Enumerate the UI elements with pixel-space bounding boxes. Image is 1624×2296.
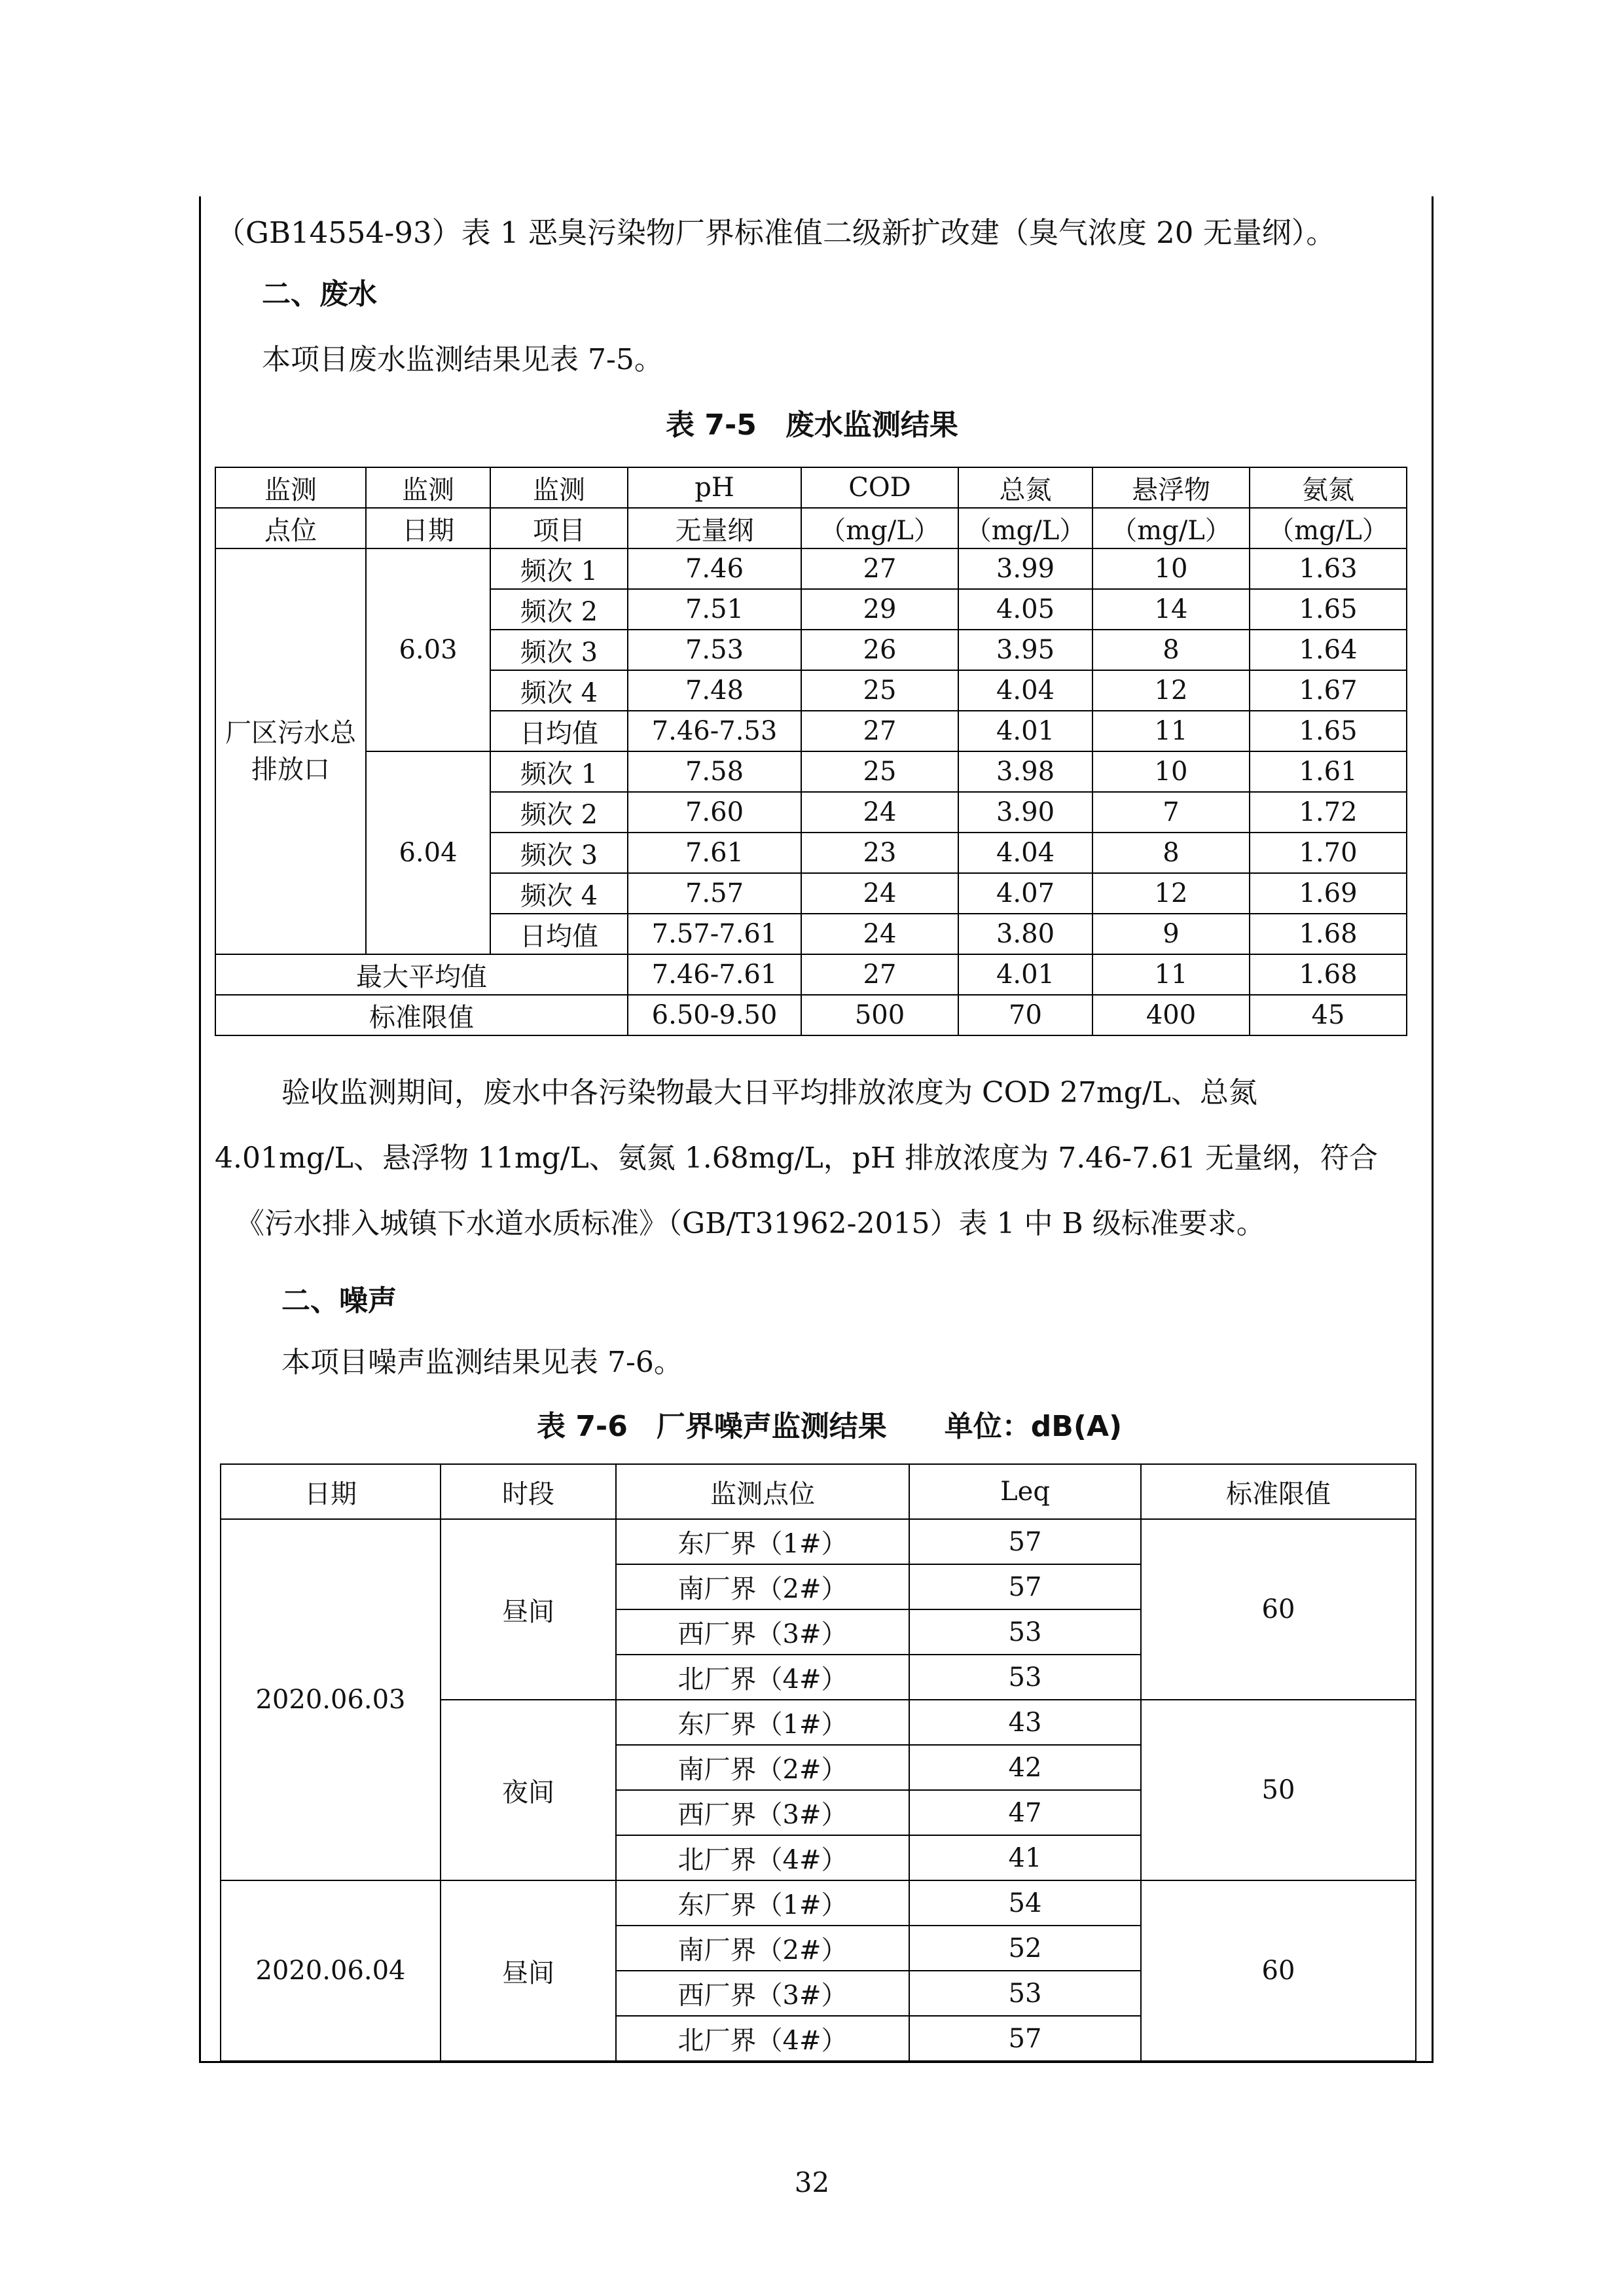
table-7-6-caption: 表 7-6 厂界噪声监测结果 单位：dB(A) — [537, 1410, 1123, 1443]
data-cell: 3.99 — [958, 548, 1092, 589]
header-cell: 监测点位 — [616, 1464, 909, 1519]
header-cell: 时段 — [441, 1464, 616, 1519]
leq-cell: 57 — [909, 2016, 1141, 2061]
point-cell: 北厂界（4#） — [616, 2016, 909, 2061]
point-cell: 西厂界（3#） — [616, 1609, 909, 1655]
data-cell: 8 — [1092, 833, 1250, 873]
data-cell: 27 — [801, 548, 958, 589]
date-cell: 2020.06.04 — [221, 1880, 441, 2061]
data-cell: 14 — [1092, 589, 1250, 630]
data-cell: 4.04 — [958, 670, 1092, 711]
data-cell: 4.05 — [958, 589, 1092, 630]
data-cell: 1.69 — [1250, 873, 1407, 914]
point-cell: 西厂界（3#） — [616, 1971, 909, 2016]
summary-cell: 6.50-9.50 — [628, 995, 801, 1035]
header-cell: （mg/L） — [1092, 508, 1250, 548]
data-cell: 1.63 — [1250, 548, 1407, 589]
data-cell: 25 — [801, 670, 958, 711]
leq-cell: 52 — [909, 1926, 1141, 1971]
table-row — [221, 1880, 1416, 1926]
data-cell: 7.58 — [628, 751, 801, 792]
noise-table — [220, 1463, 1416, 2062]
data-cell: 1.61 — [1250, 751, 1407, 792]
header-cell: 项目 — [490, 508, 628, 548]
date-cell: 6.03 — [366, 548, 490, 751]
leq-cell: 53 — [909, 1971, 1141, 2016]
leq-cell: 54 — [909, 1880, 1141, 1926]
point-cell: 东厂界（1#） — [616, 1880, 909, 1926]
data-cell: 7.48 — [628, 670, 801, 711]
data-cell: 7 — [1092, 792, 1250, 833]
data-cell: 1.68 — [1250, 914, 1407, 954]
data-cell: 7.51 — [628, 589, 801, 630]
data-cell: 11 — [1092, 711, 1250, 751]
header-cell: Leq — [909, 1464, 1141, 1519]
page-number: 32 — [794, 2166, 830, 2198]
period-cell: 昼间 — [441, 1519, 616, 1700]
summary-label: 最大平均值 — [215, 954, 628, 995]
data-cell: 7.61 — [628, 833, 801, 873]
table-row — [215, 548, 1407, 589]
data-cell: 1.65 — [1250, 589, 1407, 630]
point-cell: 北厂界（4#） — [616, 1655, 909, 1700]
table-row — [215, 751, 1407, 792]
table-7-5-caption: 表 7-5 废水监测结果 — [666, 408, 958, 442]
leq-cell: 47 — [909, 1790, 1141, 1835]
summary-cell: 1.68 — [1250, 954, 1407, 995]
header-cell: 监测 — [366, 467, 490, 508]
data-cell: 26 — [801, 630, 958, 670]
limit-cell: 60 — [1141, 1880, 1416, 2061]
header-cell: 无量纲 — [628, 508, 801, 548]
data-cell: 7.46 — [628, 548, 801, 589]
wastewater-table — [215, 467, 1407, 1036]
data-cell: 频次 4 — [490, 873, 628, 914]
data-cell: 日均值 — [490, 914, 628, 954]
header-cell: 悬浮物 — [1092, 467, 1250, 508]
header-cell: 氨氮 — [1250, 467, 1407, 508]
header-cell: pH — [628, 467, 801, 508]
data-cell: 频次 4 — [490, 670, 628, 711]
summary-row — [215, 995, 1407, 1035]
wastewater-heading: 二、废水 — [262, 278, 377, 311]
data-cell: 3.98 — [958, 751, 1092, 792]
point-cell: 东厂界（1#） — [616, 1519, 909, 1564]
conclusion-line-3: 《污水排入城镇下水道水质标准》（GB/T31962-2015）表 1 中 B 级标准要求。 — [236, 1207, 1265, 1240]
conclusion-line-1: 验收监测期间，废水中各污染物最大日平均排放浓度为 COD 27mg/L、总氮 — [281, 1076, 1257, 1109]
data-cell: 23 — [801, 833, 958, 873]
point-cell: 西厂界（3#） — [616, 1790, 909, 1835]
leq-cell: 57 — [909, 1564, 1141, 1609]
header-cell: 监测 — [215, 467, 366, 508]
summary-row — [215, 954, 1407, 995]
data-cell: 12 — [1092, 873, 1250, 914]
data-cell: 24 — [801, 914, 958, 954]
header-cell: （mg/L） — [958, 508, 1092, 548]
period-cell: 夜间 — [441, 1700, 616, 1880]
data-cell: 7.57-7.61 — [628, 914, 801, 954]
header-cell: 点位 — [215, 508, 366, 548]
table-header-row — [221, 1464, 1416, 1519]
wastewater-intro: 本项目废水监测结果见表 7-5。 — [262, 343, 663, 376]
data-cell: 频次 1 — [490, 548, 628, 589]
data-cell: 8 — [1092, 630, 1250, 670]
data-cell: 频次 2 — [490, 589, 628, 630]
summary-cell: 45 — [1250, 995, 1407, 1035]
header-cell: COD — [801, 467, 958, 508]
data-cell: 7.46-7.53 — [628, 711, 801, 751]
data-cell: 日均值 — [490, 711, 628, 751]
leq-cell: 42 — [909, 1745, 1141, 1790]
data-cell: 25 — [801, 751, 958, 792]
leq-cell: 53 — [909, 1609, 1141, 1655]
table-row — [221, 1519, 1416, 1564]
summary-cell: 11 — [1092, 954, 1250, 995]
data-cell: 频次 1 — [490, 751, 628, 792]
summary-cell: 70 — [958, 995, 1092, 1035]
date-cell: 2020.06.03 — [221, 1519, 441, 1880]
point-cell: 南厂界（2#） — [616, 1745, 909, 1790]
noise-heading: 二、噪声 — [281, 1284, 397, 1318]
data-cell: 3.95 — [958, 630, 1092, 670]
data-cell: 7.53 — [628, 630, 801, 670]
data-cell: 9 — [1092, 914, 1250, 954]
header-cell: 标准限值 — [1141, 1464, 1416, 1519]
data-cell: 24 — [801, 792, 958, 833]
summary-label: 标准限值 — [215, 995, 628, 1035]
data-cell: 1.64 — [1250, 630, 1407, 670]
point-cell: 南厂界（2#） — [616, 1926, 909, 1971]
data-cell: 频次 2 — [490, 792, 628, 833]
data-cell: 27 — [801, 711, 958, 751]
header-cell: （mg/L） — [801, 508, 958, 548]
data-cell: 1.70 — [1250, 833, 1407, 873]
leq-cell: 43 — [909, 1700, 1141, 1745]
summary-cell: 4.01 — [958, 954, 1092, 995]
header-cell: 日期 — [366, 508, 490, 548]
site-cell: 厂区污水总排放口 — [215, 548, 366, 954]
data-cell: 3.90 — [958, 792, 1092, 833]
summary-cell: 500 — [801, 995, 958, 1035]
data-cell: 10 — [1092, 751, 1250, 792]
data-cell: 7.57 — [628, 873, 801, 914]
data-cell: 4.04 — [958, 833, 1092, 873]
header-cell: 监测 — [490, 467, 628, 508]
data-cell: 1.65 — [1250, 711, 1407, 751]
point-cell: 东厂界（1#） — [616, 1700, 909, 1745]
data-cell: 频次 3 — [490, 630, 628, 670]
data-cell: 频次 3 — [490, 833, 628, 873]
limit-cell: 50 — [1141, 1700, 1416, 1880]
point-cell: 北厂界（4#） — [616, 1835, 909, 1880]
leq-cell: 41 — [909, 1835, 1141, 1880]
data-cell: 24 — [801, 873, 958, 914]
data-cell: 10 — [1092, 548, 1250, 589]
summary-cell: 27 — [801, 954, 958, 995]
header-cell: （mg/L） — [1250, 508, 1407, 548]
conclusion-line-2: 4.01mg/L、悬浮物 11mg/L、氨氮 1.68mg/L，pH 排放浓度为 7.46-7.61 无量纲，符合 — [215, 1141, 1378, 1175]
leq-cell: 57 — [909, 1519, 1141, 1564]
point-cell: 南厂界（2#） — [616, 1564, 909, 1609]
summary-cell: 7.46-7.61 — [628, 954, 801, 995]
data-cell: 29 — [801, 589, 958, 630]
header-cell: 总氮 — [958, 467, 1092, 508]
data-cell: 4.07 — [958, 873, 1092, 914]
data-cell: 1.67 — [1250, 670, 1407, 711]
leq-cell: 53 — [909, 1655, 1141, 1700]
date-cell: 6.04 — [366, 751, 490, 954]
table-header-row — [215, 467, 1407, 508]
data-cell: 7.60 — [628, 792, 801, 833]
intro-line: （GB14554-93）表 1 恶臭污染物厂界标准值二级新扩改建（臭气浓度 20 无量纲）。 — [216, 215, 1336, 250]
header-cell: 日期 — [221, 1464, 441, 1519]
noise-intro: 本项目噪声监测结果见表 7-6。 — [281, 1346, 683, 1379]
data-cell: 3.80 — [958, 914, 1092, 954]
summary-cell: 400 — [1092, 995, 1250, 1035]
period-cell: 昼间 — [441, 1880, 616, 2061]
data-cell: 12 — [1092, 670, 1250, 711]
table-header-row — [215, 508, 1407, 548]
data-cell: 4.01 — [958, 711, 1092, 751]
limit-cell: 60 — [1141, 1519, 1416, 1700]
data-cell: 1.72 — [1250, 792, 1407, 833]
